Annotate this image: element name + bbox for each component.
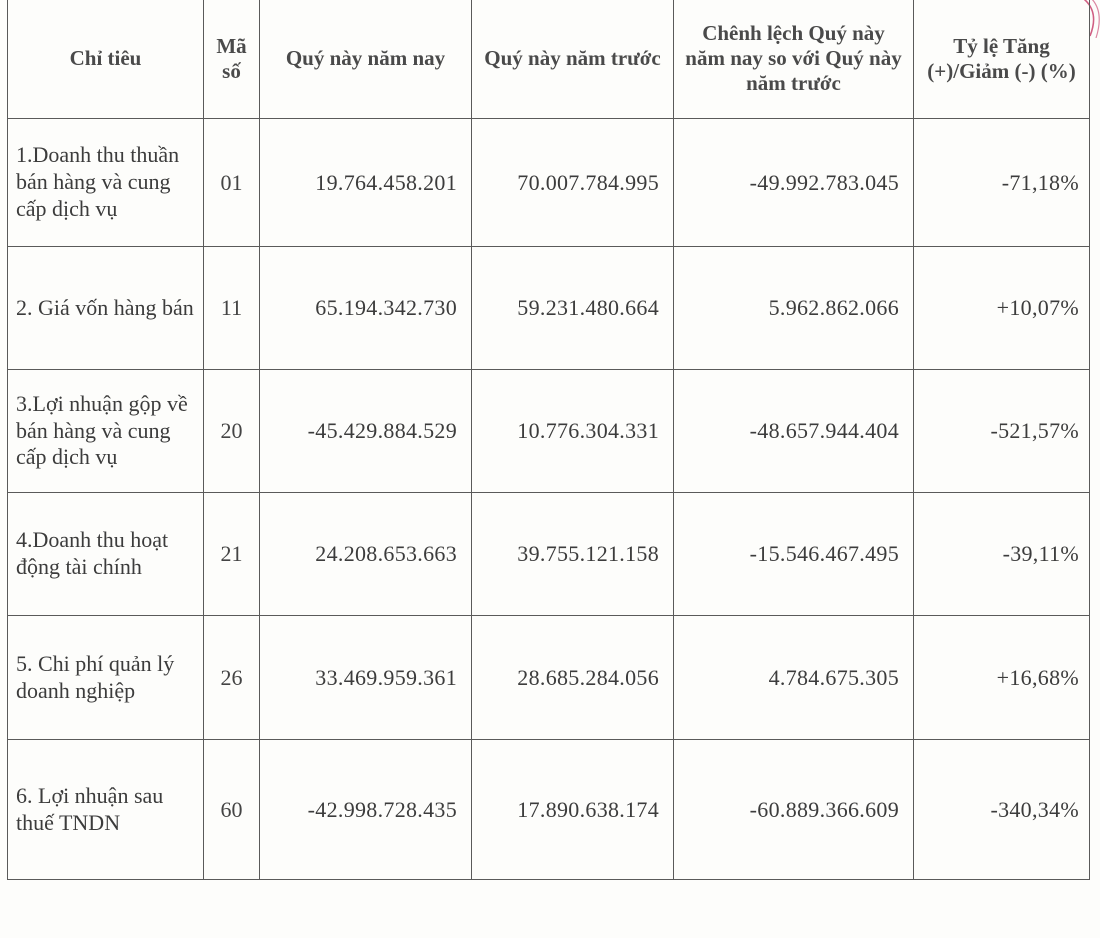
row-indicator: 6. Lợi nhuận sau thuế TNDN (8, 740, 204, 880)
header-indicator: Chỉ tiêu (8, 0, 204, 119)
row-change-rate: -340,34% (914, 740, 1090, 880)
row-code: 11 (204, 247, 260, 370)
table-row (8, 740, 1090, 880)
row-current-value: 24.208.653.663 (260, 493, 472, 616)
header-difference: Chênh lệch Quý này năm nay so với Quý này năm trước (674, 0, 914, 119)
row-previous-value: 10.776.304.331 (472, 370, 674, 493)
row-code: 01 (204, 119, 260, 247)
row-indicator: 2. Giá vốn hàng bán (8, 247, 204, 370)
row-change-rate: +10,07% (914, 247, 1090, 370)
table-header-row (8, 0, 1090, 119)
row-current-value: -45.429.884.529 (260, 370, 472, 493)
header-previous-quarter: Quý này năm trước (472, 0, 674, 119)
row-current-value: 65.194.342.730 (260, 247, 472, 370)
row-code: 20 (204, 370, 260, 493)
row-indicator: 5. Chi phí quản lý doanh nghiệp (8, 616, 204, 740)
row-indicator: 3.Lợi nhuận gộp về bán hàng và cung cấp dịch vụ (8, 370, 204, 493)
row-change-rate: -521,57% (914, 370, 1090, 493)
row-change-rate: -39,11% (914, 493, 1090, 616)
table-row (8, 616, 1090, 740)
row-change-rate: -71,18% (914, 119, 1090, 247)
row-code: 26 (204, 616, 260, 740)
row-indicator: 4.Doanh thu hoạt động tài chính (8, 493, 204, 616)
row-change-rate: +16,68% (914, 616, 1090, 740)
financial-results-table (7, 0, 1090, 880)
row-code: 21 (204, 493, 260, 616)
row-difference-value: -49.992.783.045 (674, 119, 914, 247)
table-row (8, 119, 1090, 247)
row-indicator: 1.Doanh thu thuần bán hàng và cung cấp dịch vụ (8, 119, 204, 247)
row-difference-value: -15.546.467.495 (674, 493, 914, 616)
row-difference-value: 5.962.862.066 (674, 247, 914, 370)
table-row (8, 493, 1090, 616)
row-previous-value: 70.007.784.995 (472, 119, 674, 247)
header-change-rate: Tỷ lệ Tăng (+)/Giảm (-) (%) (914, 0, 1090, 119)
row-previous-value: 39.755.121.158 (472, 493, 674, 616)
row-difference-value: 4.784.675.305 (674, 616, 914, 740)
table-row (8, 370, 1090, 493)
header-code: Mã số (204, 0, 260, 119)
row-previous-value: 17.890.638.174 (472, 740, 674, 880)
row-current-value: 33.469.959.361 (260, 616, 472, 740)
row-difference-value: -60.889.366.609 (674, 740, 914, 880)
row-code: 60 (204, 740, 260, 880)
header-current-quarter: Quý này năm nay (260, 0, 472, 119)
row-current-value: 19.764.458.201 (260, 119, 472, 247)
row-current-value: -42.998.728.435 (260, 740, 472, 880)
table-row (8, 247, 1090, 370)
row-difference-value: -48.657.944.404 (674, 370, 914, 493)
row-previous-value: 28.685.284.056 (472, 616, 674, 740)
row-previous-value: 59.231.480.664 (472, 247, 674, 370)
